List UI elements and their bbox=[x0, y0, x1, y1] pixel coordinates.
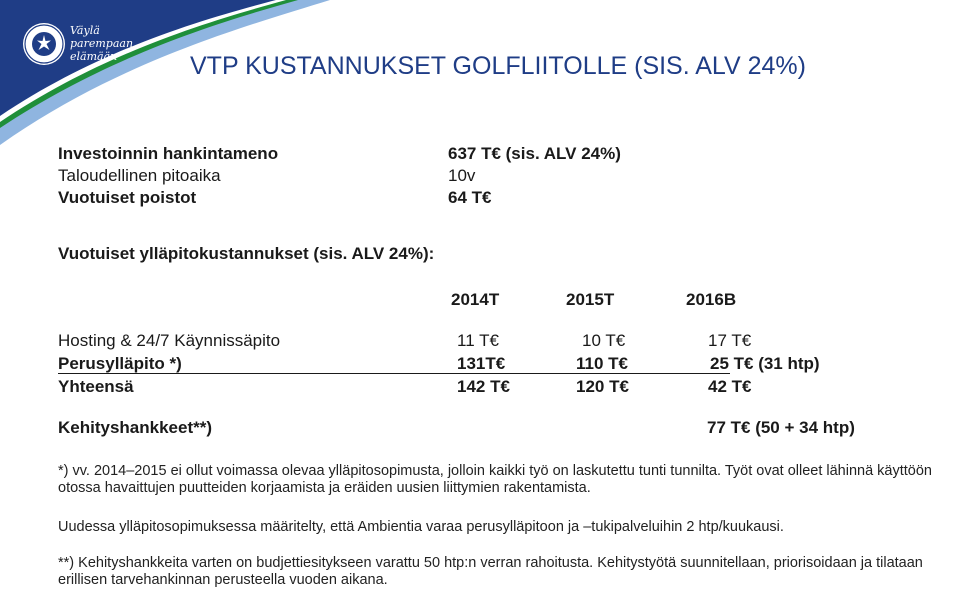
cost-row-value: 25 T€ (31 htp) bbox=[710, 354, 820, 373]
cost-row-value: 131T€ bbox=[457, 354, 506, 373]
page-title: VTP KUSTANNUKSET GOLFLIITOLLE (SIS. ALV 24%) bbox=[190, 52, 806, 80]
column-header: 2015T bbox=[566, 290, 615, 309]
footnote-2: **) Kehityshankkeita varten on budjettiesitykseen varattu 50 htp:n verran rahoitusta. Kehitystyötä suunnitellaan, priorisoidaan ja tilataan erillisen tarvehankinnan perusteella vuoden aikana. bbox=[58, 555, 923, 588]
tagline-line: Väylä bbox=[70, 24, 100, 37]
cost-row-value: 10 T€ bbox=[582, 331, 626, 350]
cost-row-value: 110 T€ bbox=[576, 354, 628, 373]
sum-divider bbox=[58, 373, 730, 374]
development-label: Kehityshankkeet**) bbox=[58, 418, 213, 437]
footnote-1: *) vv. 2014–2015 ei ollut voimassa olevaa ylläpitosopimusta, jolloin kaikki työ on laskutettu tunti tunnilta. Työt ovat olleet lähinnä käyttöön otossa havaittujen puutteiden korjaamista ja eräiden uusien liittymien rakentamista. bbox=[58, 463, 933, 496]
cost-row-label: Perusylläpito *) bbox=[58, 354, 182, 373]
summary-value: 10v bbox=[448, 166, 476, 185]
tagline-line: parempaan bbox=[70, 37, 134, 50]
cost-row-label: Yhteensä bbox=[58, 377, 134, 396]
development-value: 77 T€ (50 + 34 htp) bbox=[707, 418, 855, 437]
cost-row-label: Hosting & 24/7 Käynnissäpito bbox=[58, 331, 281, 350]
cost-row-value: 142 T€ bbox=[457, 377, 510, 396]
summary-label: Vuotuiset poistot bbox=[58, 188, 197, 207]
summary-label: Investoinnin hankintameno bbox=[58, 144, 279, 163]
cost-row-value: 120 T€ bbox=[576, 377, 629, 396]
maintenance-heading: Vuotuiset ylläpitokustannukset (sis. ALV 24%): bbox=[58, 244, 435, 263]
column-header: 2016B bbox=[686, 290, 737, 309]
summary-label: Taloudellinen pitoaika bbox=[58, 166, 221, 185]
summary-value: 637 T€ (sis. ALV 24%) bbox=[448, 144, 621, 163]
brand-tagline bbox=[70, 24, 133, 63]
cost-row-value: 11 T€ bbox=[457, 331, 499, 350]
tagline-line: elämään bbox=[70, 50, 118, 63]
golfliitto-logo bbox=[22, 22, 66, 66]
column-header: 2014T bbox=[451, 290, 500, 309]
cost-row-value: 42 T€ bbox=[708, 377, 752, 396]
cost-row-value: 17 T€ bbox=[708, 331, 752, 350]
summary-value: 64 T€ bbox=[448, 188, 492, 207]
agreement-note: Uudessa ylläpitosopimuksessa määritelty, että Ambientia varaa perusylläpitoon ja –tukipalveluihin 2 htp/kuukausi. bbox=[58, 519, 784, 535]
